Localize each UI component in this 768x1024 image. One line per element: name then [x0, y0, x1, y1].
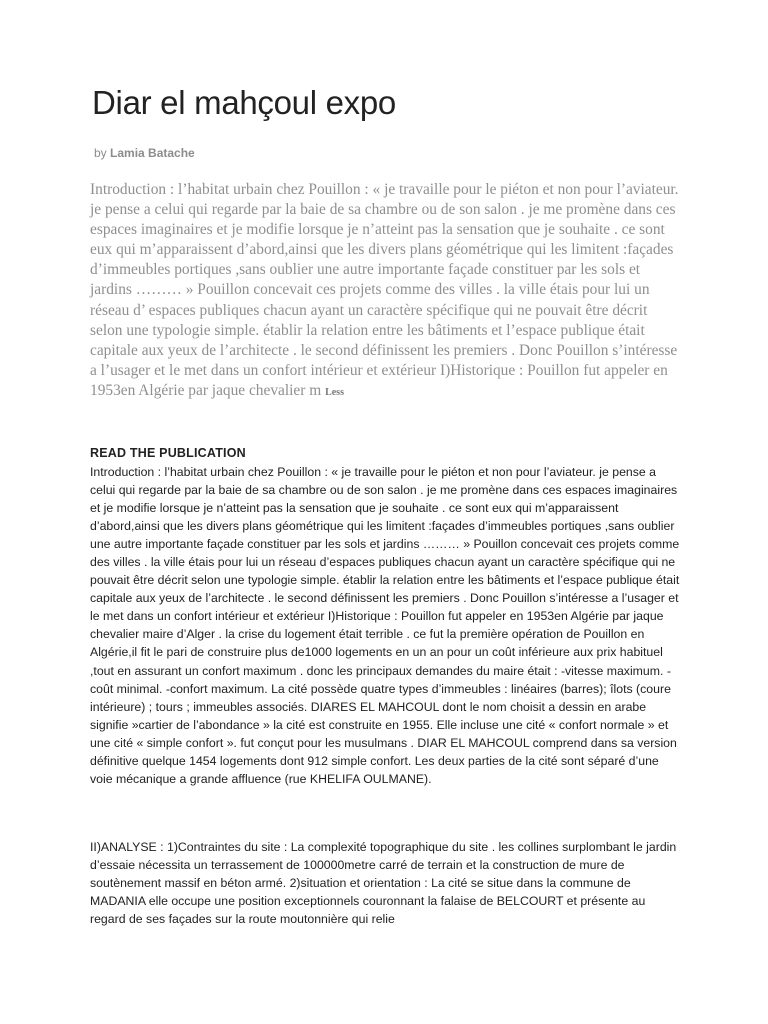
intro-summary — [90, 180, 680, 403]
page-title: Diar el mahçoul expo — [92, 84, 396, 121]
author-link[interactable]: Lamia Batache — [110, 146, 195, 160]
body-paragraph: Introduction : l’habitat urbain chez Pouillon : « je travaille pour le piéton et non pour l’aviateur. je pense a celui qui regarde par la baie de sa chambre ou de son salon . je me promène dans ces espaces imaginaires et je modifie lorsque je n’atteint pas la sensation que je souhaite . ce sont eux qui m’apparaissent d’abord,ainsi que les divers plans géométrique qui les limitent :façades d’immeubles portiques ,sans oublier une autre importante façade constituer par les sols et jardins ……… » Pouillon concevait ces projets comme des villes . la ville étais pour lui un réseau d’espaces publiques chacun ayant un caractère spécifique qui ne pouvait être décrit selon une typologie simple. établir la relation entre les bâtiments et l’espace publique était capitale aux yeux de l’architecte . le second définissent les premiers . Donc Pouillon s’intéresse a l’usager et le met dans un confort intérieur et extérieur I)Historique : Pouillon fut appeler en 1953en Algérie par jaque chevalier maire d’Alger . la crise du logement était terrible . ce fut la première opération de Pouillon en Algérie,il fit le pari de construire plus de1000 logements en un an pour un coût inférieure aux prix habituel ,tout en assurant un confort maximum . donc les principaux demandes du maire était : -vitesse maximum. - coût minimal. -confort maximum. La cité possède quatre types d’immeubles : linéaires (barres); îlots (coure intérieure) ; tours ; immeubles associés. DIARES EL MAHCOUL dont le nom choisit a dessin en arabe signifie »cartier de l’abondance » la cité est construite en 1955. Elle incluse une cité « confort normale » et une cité « simple confort ». fut conçut pour les musulmans . DIAR EL MAHCOUL comprend dans sa version définitive quelque 1454 logements dont 912 simple confort. Les deux parties de la cité sont séparé d’une voie mécanique a grande affluence (rue KHELIFA OULMANE). — [90, 465, 680, 786]
less-link[interactable]: Less — [325, 386, 344, 398]
read-publication-heading[interactable]: READ THE PUBLICATION — [90, 446, 246, 460]
body-paragraph: II)ANALYSE : 1)Contraintes du site : La complexité topographique du site . les collines surplombant le jardin d’essaie nécessita un terrassement de 100000metre carré de terrain et la construction de mure de soutènement massif en béton armé. 2)situation et orientation : La cité se situe dans la commune de MADANIA elle occupe une position exceptionnels couronnant la falaise de BELCOURT et présente au regard de ses façades sur la route moutonnière qui relie — [90, 840, 677, 927]
by-label: by — [94, 146, 107, 160]
byline — [94, 146, 195, 160]
intro-text: Introduction : l’habitat urbain chez Pouillon : « je travaille pour le piéton et non pour l’aviateur. je pense a celui qui regarde par la baie de sa chambre ou de son salon . je me promène dans ces espaces imaginaires et je modifie lorsque je n’atteint pas la sensation que je souhaite . ce sont eux qui m’apparaissent d’abord,ainsi que les divers plans géométrique qui les limitent :façades d’immeubles portiques ,sans oublier une autre importante façade constituer par les sols et jardins ……… » Pouillon concevait ces projets comme des villes . la ville étais pour lui un réseau d’ espaces publiques chacun ayant un caractère spécifique qui ne pouvait être décrit selon une typologie simple. établir la relation entre les bâtiments et l’espace publique était capitale aux yeux de l’architecte . le second définissent les premiers . Donc Pouillon s’intéresse a l’usager et le met dans un confort intérieur et extérieur I)Historique : Pouillon fut appeler en 1953en Algérie par jaque chevalier m — [90, 181, 679, 399]
